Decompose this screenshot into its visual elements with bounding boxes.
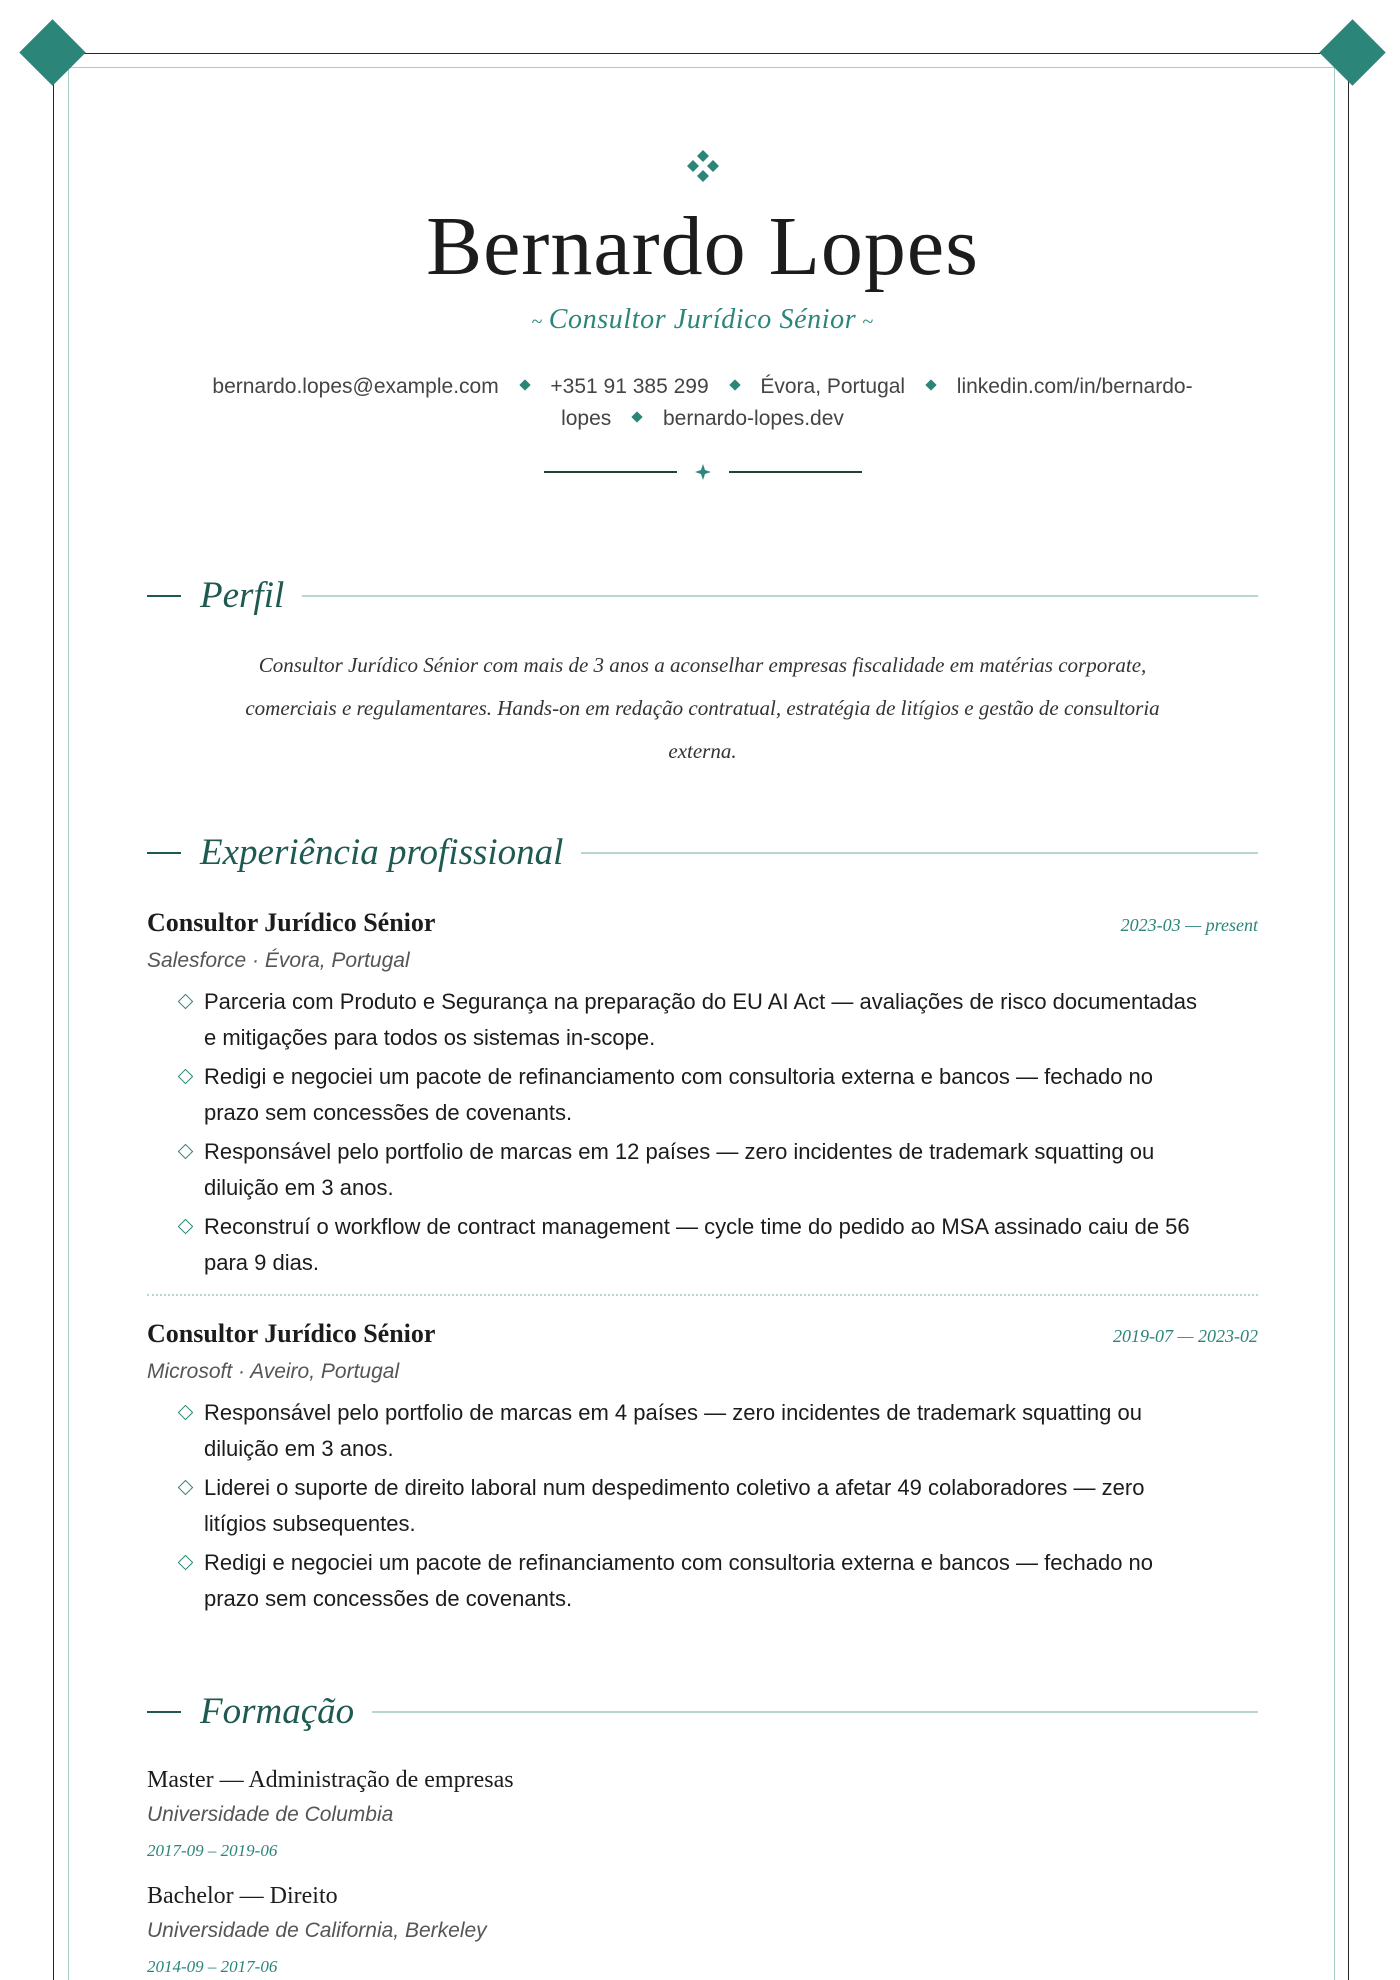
job-header — [147, 905, 1258, 941]
list-item — [147, 1470, 1204, 1541]
bullet-text: Parceria com Produto e Segurança na preparação do EU AI Act — avaliações de risco documentadas e mitigações para todos os sistemas in-scope. — [204, 989, 1198, 1050]
diamond-separator-icon — [631, 412, 642, 423]
meta-separator: · — [246, 949, 265, 972]
diamond-outline-icon — [177, 1480, 193, 1496]
bullet-text: Redigi e negociei um pacote de refinanciamento com consultoria externa e bancos — fechado no prazo sem concessões de covenants. — [204, 1064, 1154, 1125]
job-entry — [147, 905, 1258, 1280]
divider-line-right — [729, 471, 862, 473]
heading-dash — [147, 852, 181, 854]
experience-section — [147, 829, 1258, 1616]
contact-line — [190, 371, 1215, 435]
diamond-outline-icon — [177, 1144, 193, 1160]
section-heading — [147, 829, 1258, 877]
diamond-separator-icon — [729, 380, 740, 391]
headline-flourish-right: ~ — [862, 311, 874, 333]
four-diamonds-icon — [686, 149, 720, 183]
education-school: Universidade de Columbia — [147, 1803, 394, 1826]
candidate-name: Bernardo Lopes — [426, 200, 979, 293]
job-company: Salesforce — [147, 949, 247, 972]
list-item — [147, 1209, 1204, 1280]
job-title: Consultor Jurídico Sénior — [147, 908, 436, 937]
job-company: Microsoft — [147, 1360, 233, 1383]
heading-rule — [581, 852, 1258, 854]
education-degree: Bachelor — Direito — [147, 1883, 338, 1909]
education-school: Universidade de California, Berkeley — [147, 1919, 487, 1942]
list-item — [147, 1395, 1204, 1466]
job-location: Aveiro, Portugal — [250, 1360, 400, 1383]
section-heading — [147, 1688, 1258, 1736]
job-bullets — [147, 1395, 1204, 1616]
header-divider — [147, 462, 1258, 482]
four-pointed-star-icon — [695, 464, 711, 480]
headline-text: Consultor Jurídico Sénior — [548, 304, 857, 335]
contact-phone-link[interactable]: +351 91 385 299 — [550, 375, 709, 398]
job-company-location — [147, 1357, 1258, 1387]
diamond-outline-icon — [177, 1219, 193, 1235]
bullet-text: Liderei o suporte de direito laboral num despedimento coletivo a afetar 49 colaboradores — zero litígios subsequentes. — [204, 1475, 1145, 1536]
heading-rule — [372, 1711, 1258, 1713]
diamond-outline-icon — [177, 994, 193, 1010]
bullet-text: Responsável pelo portfolio de marcas em 12 países — zero incidentes de trademark squatting ou diluição em 3 anos. — [204, 1139, 1155, 1200]
contact-linkedin-link[interactable]: linkedin.com/in/bernardo-lopes — [561, 375, 1193, 430]
list-item — [147, 1134, 1204, 1205]
diamond-outline-icon — [177, 1069, 193, 1085]
job-company-location — [147, 946, 1258, 976]
job-location: Évora, Portugal — [264, 949, 410, 972]
profile-summary: Consultor Jurídico Sénior com mais de 3 anos a aconselhar empresas fiscalidade em matérias corporate, comerciais e regulamentares. Hands-on em redação contratual, estratégia de litígios e gestão de consultoria externa. — [245, 653, 1160, 763]
job-entry — [147, 1294, 1258, 1616]
contact-location: Évora, Portugal — [760, 375, 906, 398]
section-heading — [147, 572, 1258, 620]
heading-rule — [302, 595, 1258, 597]
resume-content — [147, 0, 1258, 1978]
meta-separator: · — [232, 1360, 251, 1383]
diamond-outline-icon — [177, 1555, 193, 1571]
bullet-text: Redigi e negociei um pacote de refinanciamento com consultoria externa e bancos — fechado no prazo sem concessões de covenants. — [204, 1550, 1154, 1611]
job-bullets — [147, 984, 1204, 1280]
headline-flourish-left: ~ — [531, 311, 543, 333]
bullet-text: Reconstruí o workflow de contract management — cycle time do pedido ao MSA assinado caiu de 56 para 9 dias. — [204, 1214, 1190, 1275]
candidate-headline — [147, 300, 1258, 342]
job-title: Consultor Jurídico Sénior — [147, 1319, 436, 1348]
education-entry — [147, 1880, 1258, 1978]
education-dates: 2014-09 – 2017-06 — [147, 1957, 278, 1976]
bullet-text: Responsável pelo portfolio de marcas em 4 países — zero incidentes de trademark squatting ou diluição em 3 anos. — [204, 1400, 1142, 1461]
job-dates: 2023-03 — present — [1120, 915, 1258, 935]
education-section — [147, 1688, 1258, 1978]
heading-dash — [147, 595, 181, 597]
profile-section — [147, 572, 1258, 773]
section-title: Perfil — [200, 575, 285, 616]
education-dates: 2017-09 – 2019-06 — [147, 1841, 278, 1860]
section-title: Experiência profissional — [200, 832, 564, 873]
section-title: Formação — [200, 1691, 355, 1732]
divider-line-left — [544, 471, 677, 473]
contact-email-link[interactable]: bernardo.lopes@example.com — [212, 375, 499, 398]
diamond-separator-icon — [519, 380, 530, 391]
education-entry — [147, 1764, 1258, 1862]
diamond-outline-icon — [177, 1405, 193, 1421]
diamond-separator-icon — [925, 380, 936, 391]
resume-header — [147, 149, 1258, 482]
list-item — [147, 1059, 1204, 1130]
education-degree: Master — Administração de empresas — [147, 1767, 514, 1793]
list-item — [147, 1545, 1204, 1616]
contact-website-link[interactable]: bernardo-lopes.dev — [662, 407, 844, 430]
heading-dash — [147, 1711, 181, 1713]
job-header — [147, 1316, 1258, 1352]
job-dates: 2019-07 — 2023-02 — [1113, 1326, 1258, 1346]
list-item — [147, 984, 1204, 1055]
